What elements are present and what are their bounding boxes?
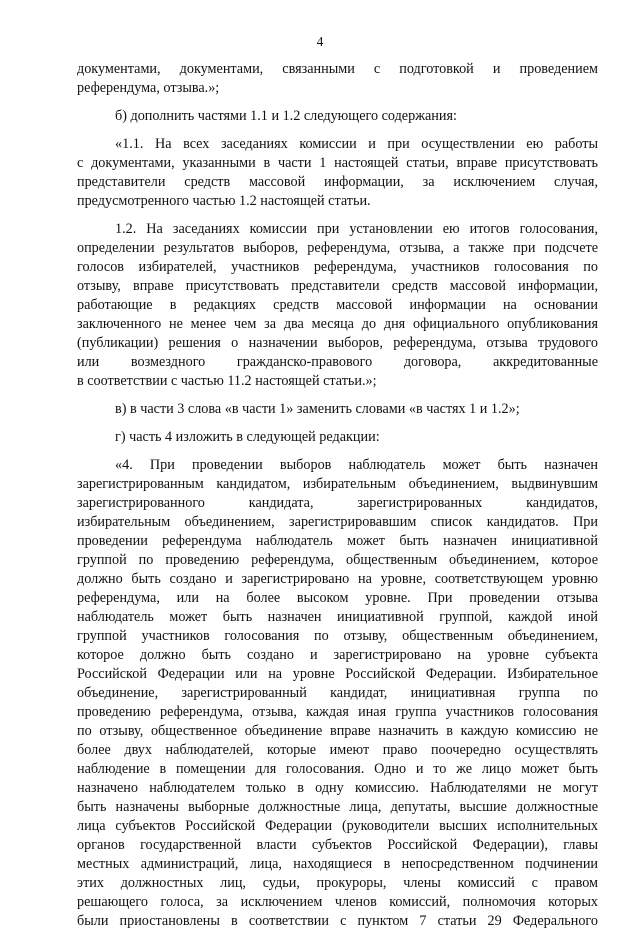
- text-line: заключенного не менее чем за два месяца до дня официального опубликования: [77, 316, 598, 332]
- text-line: органов государственной власти субъектов Российской Федерации), главы: [77, 837, 598, 853]
- text-line: 1.2. На заседаниях комиссии при установлении ею итогов голосования,: [115, 221, 598, 237]
- text-line: были приостановлены в соответствии с пунктом 7 статьи 29 Федерального: [77, 913, 598, 929]
- text-line: проведению референдума, отзыва, каждая иная группа участников голосования: [77, 704, 598, 720]
- text-line: г) часть 4 изложить в следующей редакции:: [115, 429, 380, 445]
- text-line: работающие в редакциях средств массовой информации на основании: [77, 297, 598, 313]
- paragraph-part-4: [77, 456, 598, 931]
- text-line: объединение, зарегистрированный кандидат, инициативная группа по: [77, 685, 598, 701]
- paragraph-item-b: [77, 107, 598, 126]
- page-number: 4: [316, 34, 324, 49]
- text-line: «1.1. На всех заседаниях комиссии и при осуществлении ею работы: [115, 136, 598, 152]
- text-line: в соответствии с частью 11.2 настоящей статьи.»;: [77, 373, 377, 389]
- paragraph-part-1-1: [77, 135, 598, 211]
- text-line: в) в части 3 слова «в части 1» заменить словами «в частях 1 и 1.2»;: [115, 401, 520, 417]
- text-line: этих должностных лиц, судьи, прокуроры, члены комиссий с правом: [77, 875, 598, 891]
- text-line: зарегистрированным кандидатом, избирательным объединением, выдвинувшим: [77, 476, 598, 492]
- text-line: наблюдение в помещении для голосования. Одно и то же лицо может быть: [77, 761, 598, 777]
- text-line: более двух наблюдателей, которые имеют право поочередно осуществлять: [77, 742, 598, 758]
- text-line: по отзыву, общественное объединение вправе назначить в каждую комиссию не: [77, 723, 598, 739]
- text-line: референдума, отзыва.»;: [77, 80, 220, 96]
- text-line: отзыву, вправе присутствовать представители средств массовой информации,: [77, 278, 598, 294]
- text-line: решающего голоса, за исключением членов комиссий, полномочия которых: [77, 894, 598, 910]
- text-line: быть назначены выборные должностные лица, депутаты, высшие должностные: [77, 799, 598, 815]
- paragraph-part-1-2: [77, 220, 598, 391]
- text-line: определении результатов выборов, референдума, отзыва, а также при подсчете: [77, 240, 598, 256]
- text-line: б) дополнить частями 1.1 и 1.2 следующего содержания:: [115, 108, 457, 124]
- text-line: или возмездного гражданско-правового договора, аккредитованные: [77, 354, 598, 370]
- text-line: группой по проведению референдума, общественным объединением, которое: [77, 552, 598, 568]
- text-line: «4. При проведении выборов наблюдатель может быть назначен: [115, 457, 598, 473]
- text-line: наблюдатель может быть назначен инициативной группой, каждой иной: [77, 609, 598, 625]
- text-line: (публикации) решения о назначении выборов, референдума, отзыва трудового: [77, 335, 598, 351]
- text-line: которое должно быть создано и зарегистрировано на уровне субъекта: [77, 647, 598, 663]
- text-line: референдума, или на более высоком уровне. При проведении отзыва: [77, 590, 598, 606]
- text-line: голосов избирателей, участников референдума, участников голосования по: [77, 259, 598, 275]
- text-line: лица субъектов Российской Федерации (руководители высших исполнительных: [77, 818, 598, 834]
- text-line: Российской Федерации или на уровне Российской Федерации. Избирательное: [77, 666, 598, 682]
- text-line: местных администраций, лица, находящиеся в непосредственном подчинении: [77, 856, 598, 872]
- document-body: [77, 60, 598, 931]
- text-line: с документами, указанными в части 1 настоящей статьи, вправе присутствовать: [77, 155, 598, 171]
- text-line: предусмотренного частью 1.2 настоящей статьи.: [77, 193, 371, 209]
- text-line: группой участников голосования по отзыву, общественным объединением,: [77, 628, 598, 644]
- text-line: документами, документами, связанными с подготовкой и проведением: [77, 61, 598, 77]
- text-line: проведении референдума наблюдатель может быть назначен инициативной: [77, 533, 598, 549]
- paragraph-item-g: [77, 428, 598, 447]
- paragraph-item-v: [77, 400, 598, 419]
- text-line: назначено наблюдателем только в одну комиссию. Наблюдателями не могут: [77, 780, 598, 796]
- text-line: представители средств массовой информации, за исключением случая,: [77, 174, 598, 190]
- paragraph-continuation: [77, 60, 598, 98]
- text-line: зарегистрированного кандидата, зарегистрированных кандидатов,: [77, 495, 598, 511]
- text-line: избирательным объединением, зарегистрировавшим список кандидатов. При: [77, 514, 598, 530]
- text-line: должно быть создано и зарегистрировано на уровне, соответствующем уровню: [77, 571, 598, 587]
